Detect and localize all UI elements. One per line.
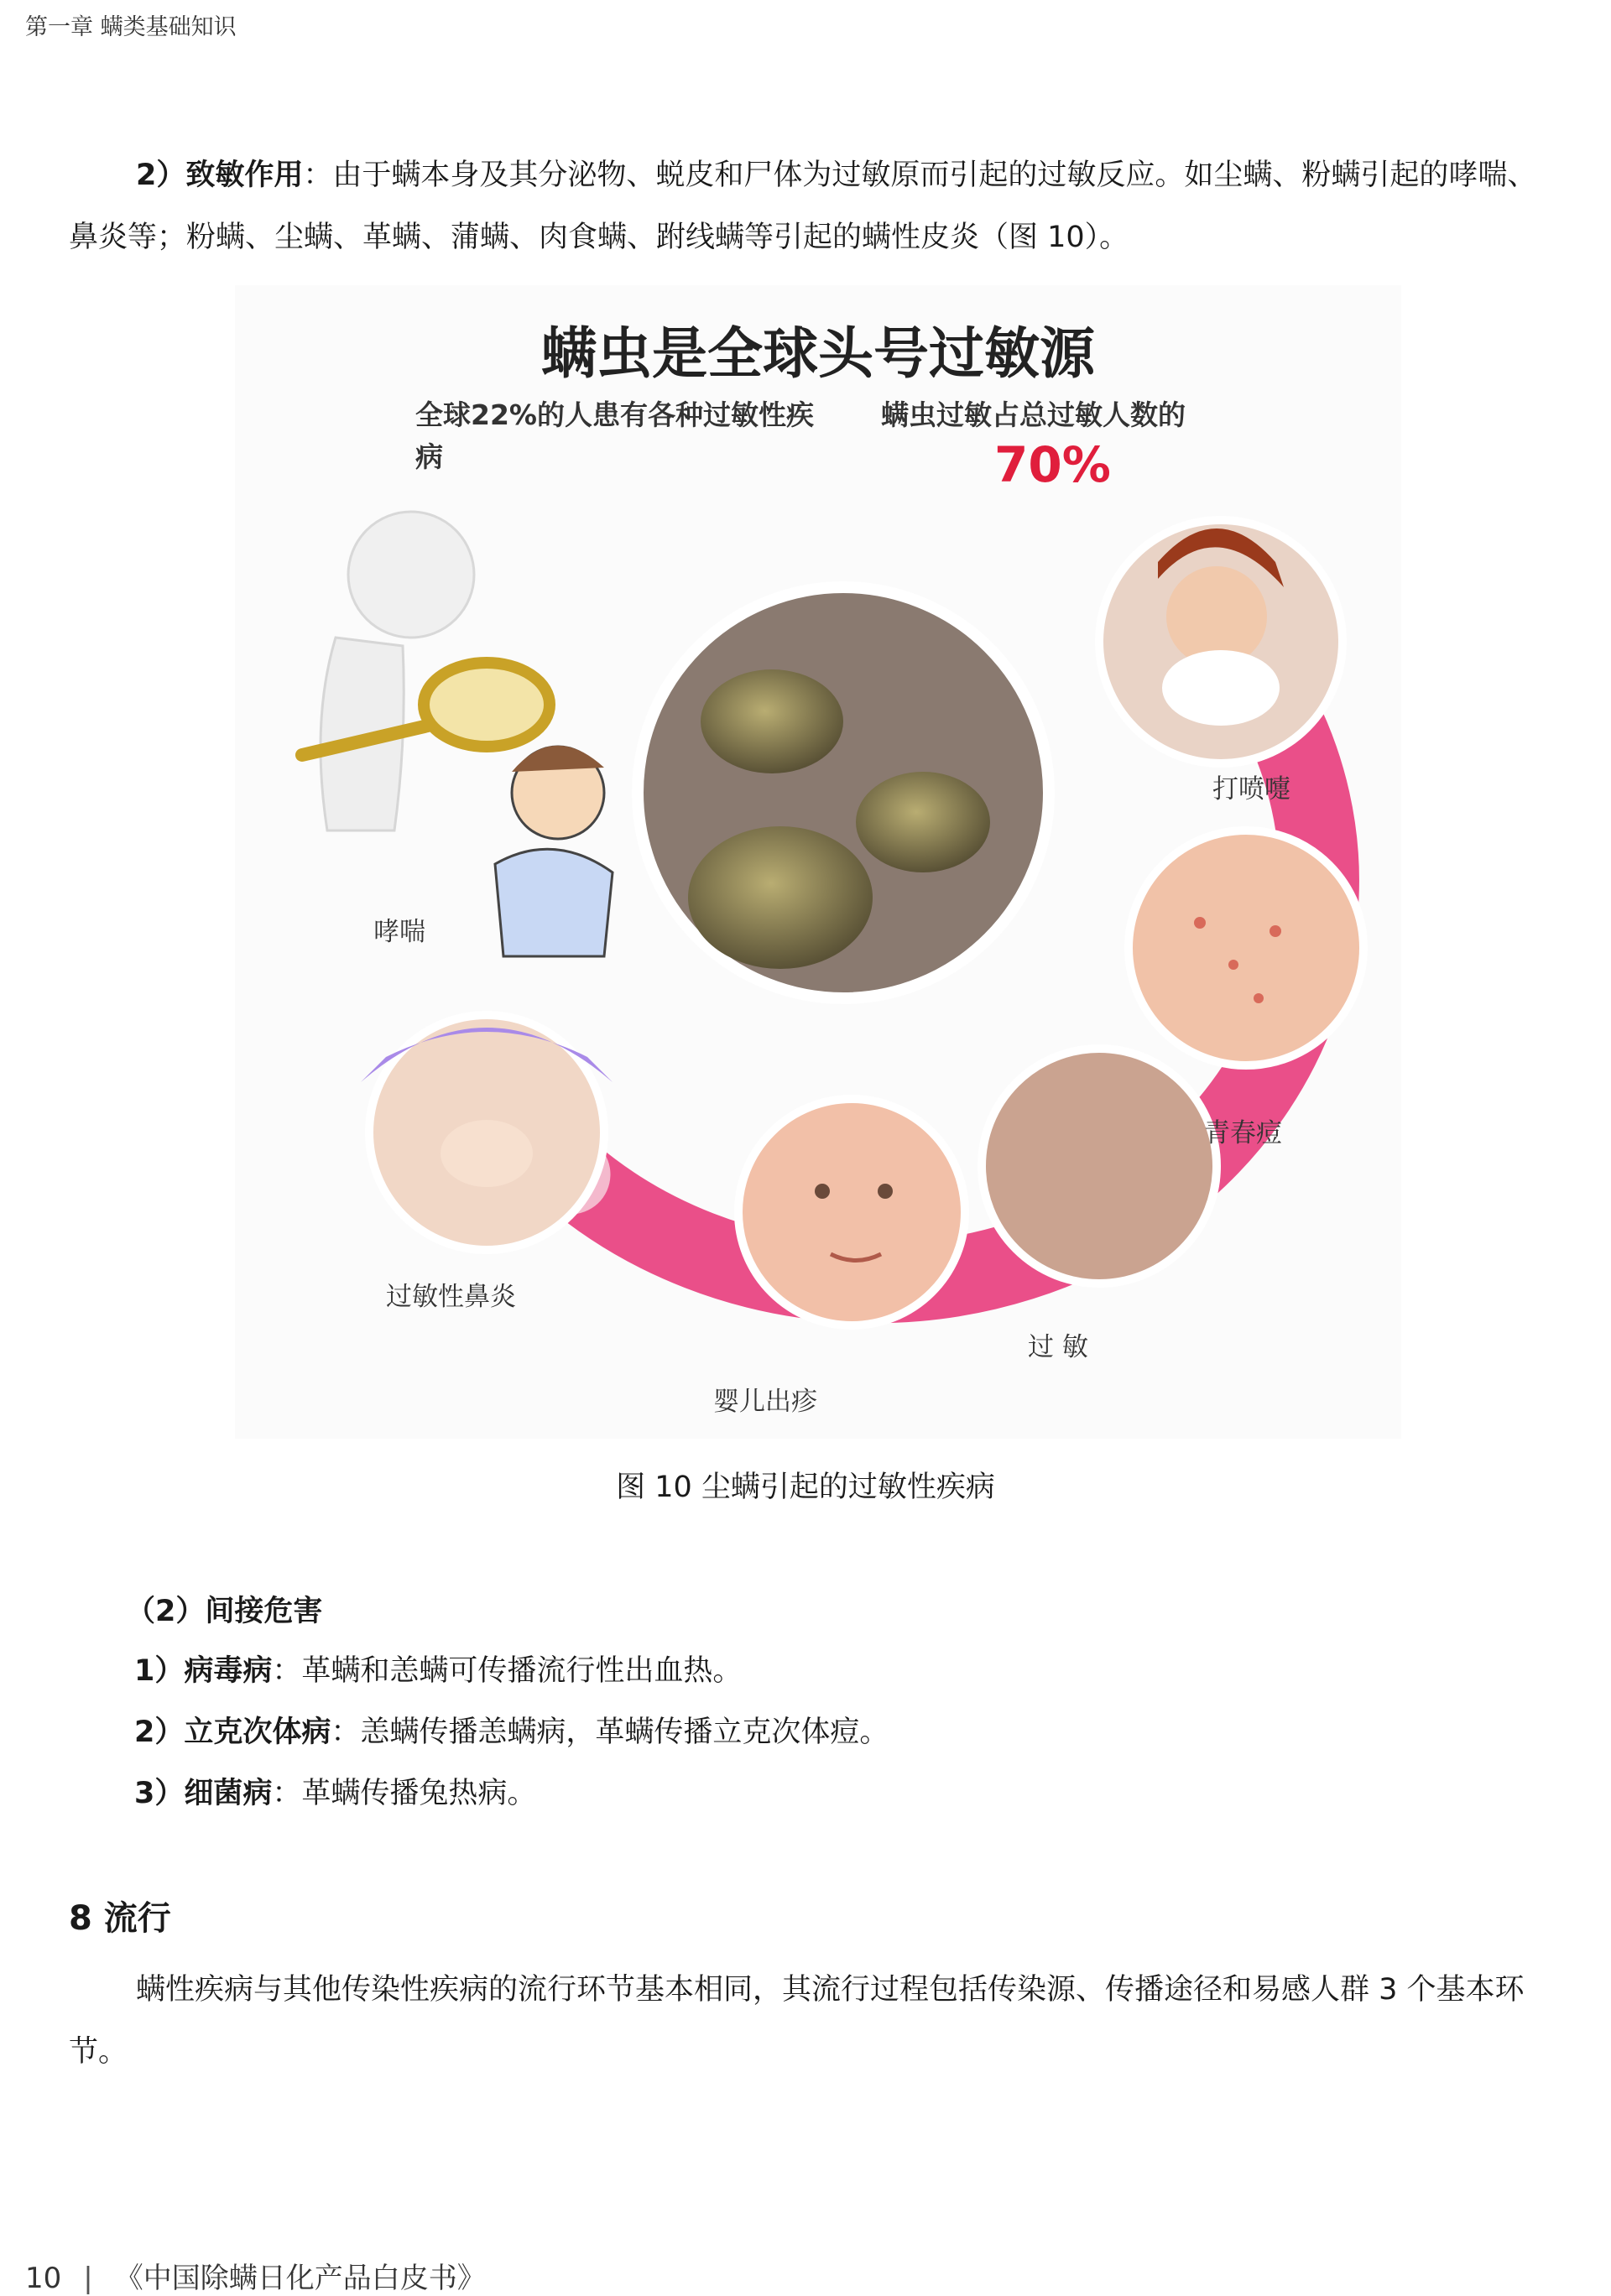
indirect-item [134,1770,536,1812]
indirect-heading: （2）间接危害 [126,1595,323,1628]
acne-photo [1129,830,1363,1065]
section-heading: 8 流行 [69,1899,171,1938]
section-body: 螨性疾病与其他传染性疾病的流行环节基本相同，其流行过程包括传染源、传播途径和易感人群 3 个基本环节。 [69,1973,1525,2069]
asthma-cartoon [495,746,613,956]
footer-separator: | [83,2262,93,2295]
page-number: 10 [25,2262,62,2295]
running-header: 第一章 螨类基础知识 [25,14,237,40]
figure-stat-right-value: 70% [994,436,1111,493]
indirect-item [134,1709,889,1751]
infant-rash-photo [738,1099,965,1325]
label-infant-rash: 婴儿出疹 [713,1387,817,1417]
figure-allergy-infographic [235,285,1401,1439]
indirect-item [134,1648,742,1689]
intro-text: ：由于螨本身及其分泌物、蜕皮和尸体为过敏原而引起的过敏反应。如尘螨、粉螨引起的哮喘、鼻炎等；粉螨、尘螨、革螨、蒲螨、肉食螨、跗线螨等引起的螨性皮炎（图 10）。 [69,159,1537,254]
indirect-item-label: 3）细菌病 [134,1777,273,1810]
label-acne: 青春痘 [1204,1118,1282,1148]
rhinitis-photo [361,1015,613,1250]
label-sneeze: 打喷嚏 [1212,774,1290,804]
indirect-item-text: ：恙螨传播恙螨病，革螨传播立克次体痘。 [331,1715,889,1749]
label-allergy: 过 敏 [1028,1332,1088,1362]
figure-title: 螨虫是全球头号过敏源 [541,321,1095,386]
figure-stat-left: 全球22%的人患有各种过敏性疾病 [415,398,814,473]
figure-stat-right: 螨虫过敏占总过敏人数的 [881,398,1186,431]
indirect-item-text: ：革螨和恙螨可传播流行性出血热。 [272,1654,743,1688]
label-rhinitis: 过敏性鼻炎 [386,1282,516,1312]
mite-photo [638,587,1049,998]
skin-allergy-photo [982,1049,1217,1283]
page-footer [25,2255,486,2296]
intro-paragraph [69,144,1562,268]
figure-illustration [235,285,1401,1439]
indirect-item-text: ：革螨传播兔热病。 [272,1777,537,1810]
sneeze-photo [1099,520,1342,763]
label-asthma: 哮喘 [373,917,425,947]
indirect-item-label: 1）病毒病 [134,1654,273,1688]
figure-caption: 图 10 尘螨引起的过敏性疾病 [616,1471,995,1504]
indirect-item-label: 2）立克次体病 [134,1715,331,1749]
book-title: 《中国除螨日化产品白皮书》 [114,2262,486,2295]
intro-label: 2）致敏作用 [136,159,304,192]
